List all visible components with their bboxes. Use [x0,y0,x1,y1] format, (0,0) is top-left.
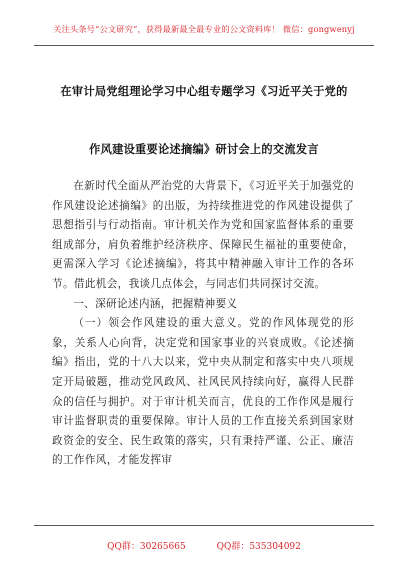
intro-paragraph: 在新时代全面从严治党的大背景下，《习近平关于加强党的作风建设论述摘编》的出版，为持续推进党的作风建设提供了思想指引与行动指南。审计机关作为党和国家监督体系的重要组成部分，肩负着维护经济秩序、保障民生福祉的重要使命，更需深入学习《论述摘编》，将其中精神融入审计工作的各环节。借此机会，我谈几点体会，与同志们共同探讨交流。 [52,180,354,290]
section-heading: 一、深研论述内涵，把握精神要义 [73,297,238,310]
footer-qq-group-1: QQ群：30265665 [107,542,186,552]
footer [0,539,408,552]
document-body [52,177,354,471]
header-divider [34,45,374,46]
footer-qq-group-2: QQ群：535304092 [216,542,301,552]
document-title-line2: 作风建设重要论述摘编》研讨会上的交流发言 [89,142,319,156]
subsection-paragraph: （一）领会作风建设的重大意义。党的作风体现党的形象，关系人心向背，决定党和国家事业的兴衰成败。《论述摘编》指出，党的十八大以来，党中央从制定和落实中央八项规定开局破题，推动党风政风、社风民风持续向好，赢得人民群众的信任与拥护。对于审计机关而言，优良的工作作风是履行审计监督职责的重要保障。审计人员的工作直接关系到国家财政资金的安全、民生政策的落实，只有秉持严谨、公正、廉洁的工作作风，才能发挥审 [52,317,354,467]
footer-divider [34,525,374,526]
document-title-line1: 在审计局党组理论学习中心组专题学习《习近平关于党的 [60,84,348,98]
header-note: 关注头条号“公文研究”，获得最新最全最专业的公文资料库！ 微信：gongwenyj [53,24,355,34]
